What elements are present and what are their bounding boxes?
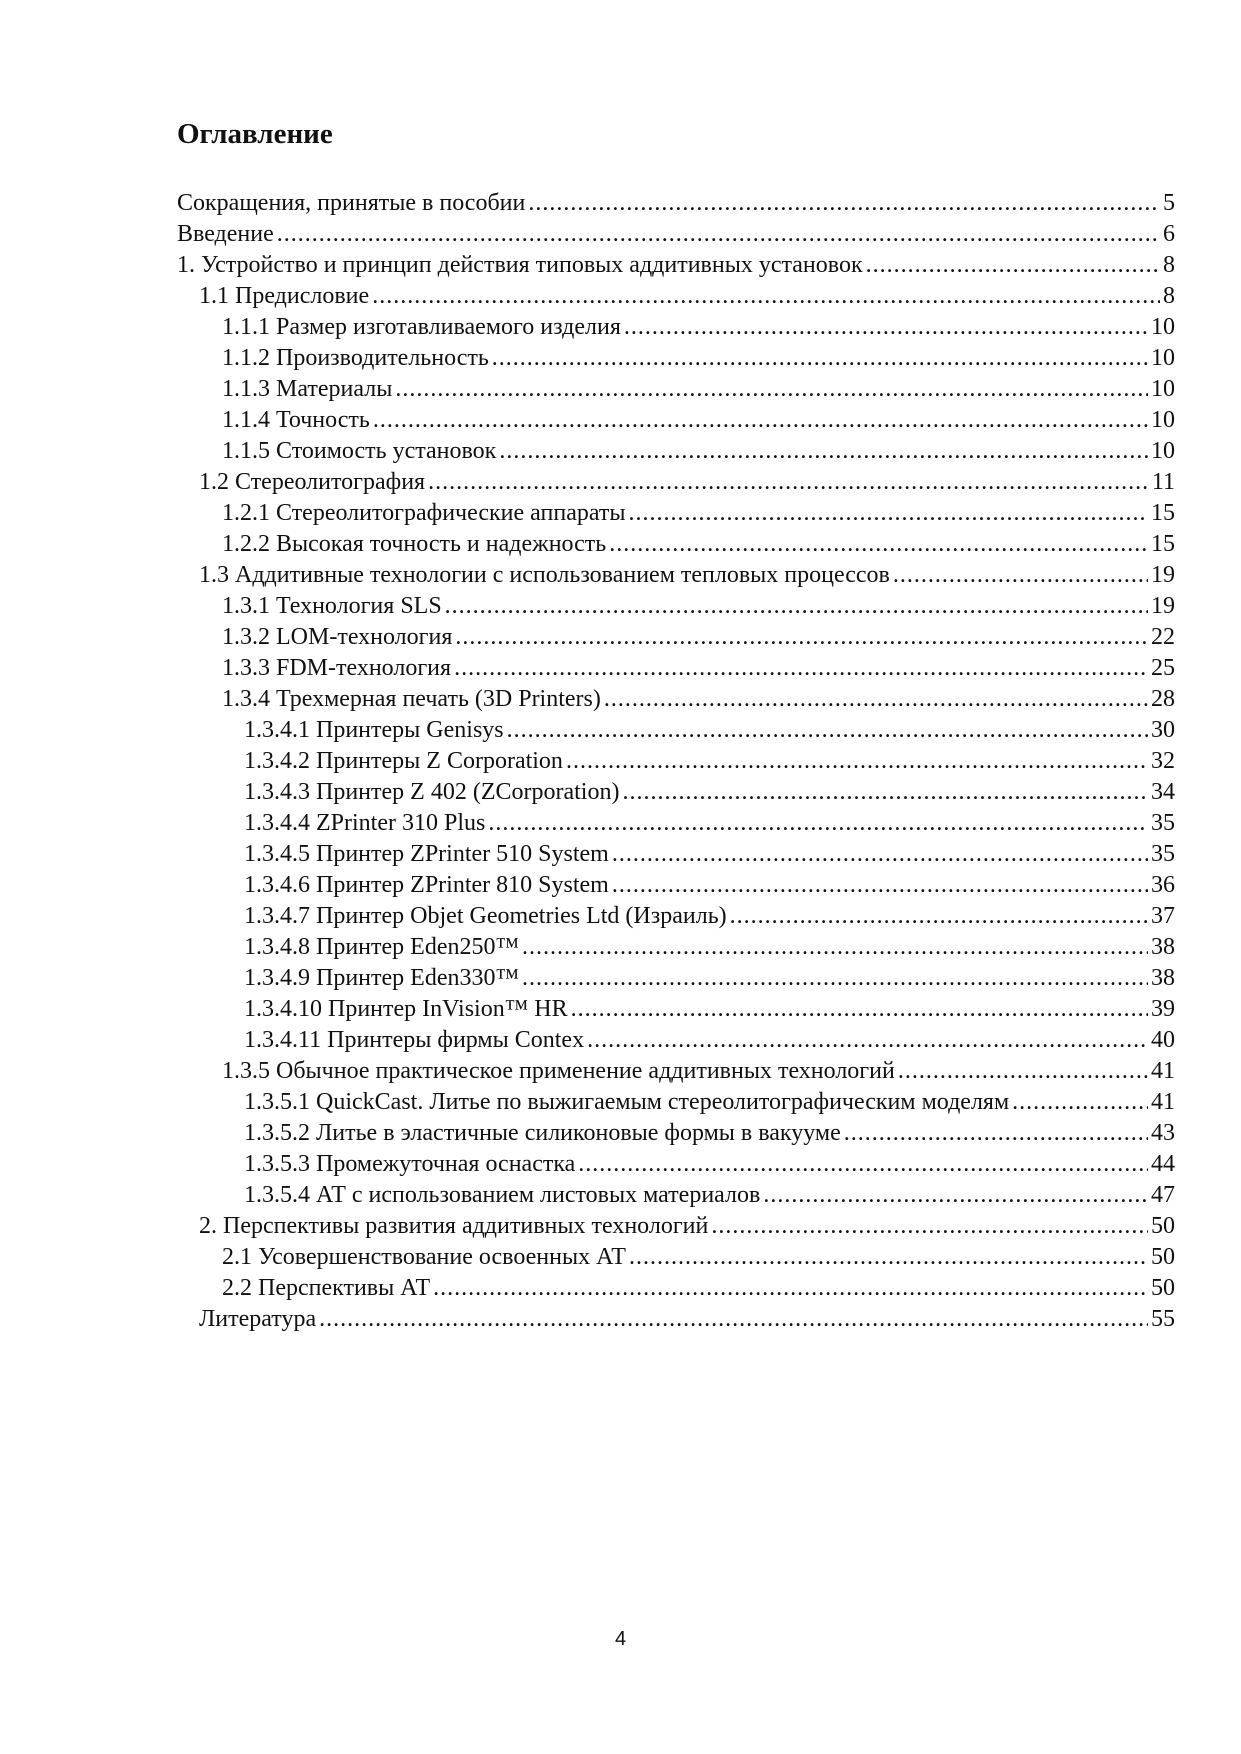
toc-entry[interactable] [222,498,1175,529]
toc-entry[interactable] [244,746,1175,777]
toc-entry-title: 1.1 Предисловие [199,283,370,309]
toc-leader-dots [1012,1087,1148,1118]
toc-entry-page: 6 [1163,221,1175,247]
toc-entry-title: 1.3.5.1 QuickCast. Литье по выжигаемым стереолитографическим моделям [244,1089,1010,1115]
toc-entry-page: 10 [1151,438,1175,464]
toc-leader-dots [566,746,1148,777]
toc-entry-page: 10 [1151,345,1175,371]
toc-entry-title: 1.3.4.5 Принтер ZPrinter 510 System [244,841,609,867]
toc-entry[interactable] [244,1118,1175,1149]
toc-entry-page: 32 [1151,748,1175,774]
toc-leader-dots [571,994,1148,1025]
toc-entry[interactable] [222,1242,1175,1273]
toc-leader-dots [372,281,1160,312]
toc-leader-dots [622,777,1148,808]
toc-leader-dots [844,1118,1148,1149]
toc-entry[interactable] [222,436,1175,467]
toc-entry-title: 1.2 Стереолитография [199,469,426,495]
toc-leader-dots [629,498,1149,529]
toc-leader-dots [277,219,1160,250]
toc-entry-page: 55 [1151,1306,1175,1332]
page-title: Оглавление [177,118,333,150]
toc-entry-title: 1.3.5.2 Литье в эластичные силиконовые формы в вакууме [244,1120,841,1146]
page-number: 4 [614,1628,627,1650]
toc-leader-dots [612,870,1148,901]
toc-entry-page: 50 [1151,1244,1175,1270]
toc-leader-dots [629,1242,1148,1273]
toc-entry[interactable] [222,622,1175,653]
toc-entry-page: 44 [1151,1151,1175,1177]
toc-leader-dots [428,467,1149,498]
toc-entry-page: 10 [1151,376,1175,402]
toc-entry-page: 28 [1151,686,1175,712]
toc-entry[interactable] [244,777,1175,808]
toc-leader-dots [488,808,1148,839]
toc-entry-title: 1.1.3 Материалы [222,376,393,402]
toc-leader-dots [893,560,1148,591]
toc-entry[interactable] [244,994,1175,1025]
toc-leader-dots [763,1180,1148,1211]
toc-entry-title: 1.3.3 FDM-технология [222,655,452,681]
toc-entry-page: 50 [1151,1275,1175,1301]
toc-leader-dots [612,839,1148,870]
toc-entry-title: 1.3.1 Технология SLS [222,593,442,619]
toc-leader-dots [373,405,1148,436]
toc-entry-title: 1. Устройство и принцип действия типовых аддитивных установок [177,252,863,278]
toc-entry-title: 1.3.4.3 Принтер Z 402 (ZCorporation) [244,779,620,805]
toc-entry[interactable] [199,1211,1175,1242]
toc-leader-dots [528,188,1160,219]
toc-entry-title: 1.3.4.7 Принтер Objet Geometries Ltd (Израиль) [244,903,727,929]
toc-leader-dots [455,622,1148,653]
toc-entry[interactable] [244,901,1175,932]
toc-entry-title: 1.1.4 Точность [222,407,370,433]
toc-entry[interactable] [244,808,1175,839]
toc-leader-dots [866,250,1160,281]
toc-leader-dots [454,653,1148,684]
toc-entry-title: 1.3.4.2 Принтеры Z Corporation [244,748,563,774]
toc-entry-title: 1.2.1 Стереолитографические аппараты [222,500,626,526]
toc-entry-page: 41 [1151,1089,1175,1115]
toc-entry-title: 1.3.4.8 Принтер Eden250™ [244,934,519,960]
toc-entry-title: Литература [199,1306,317,1332]
toc-entry[interactable] [222,529,1175,560]
toc-entry-title: 1.2.2 Высокая точность и надежность [222,531,607,557]
toc-entry-title: 1.3.2 LOM-технология [222,624,453,650]
toc-leader-dots [522,932,1148,963]
toc-entry-title: 1.1.2 Производительность [222,345,489,371]
toc-entry-title: Введение [177,221,274,247]
toc-leader-dots [492,343,1148,374]
toc-entry-page: 40 [1151,1027,1175,1053]
toc-entry[interactable] [222,405,1175,436]
toc-entry[interactable] [244,715,1175,746]
toc-entry[interactable] [244,1087,1175,1118]
toc-entry-page: 25 [1151,655,1175,681]
toc-entry[interactable] [222,343,1175,374]
toc-entry-title: 1.3.4.9 Принтер Eden330™ [244,965,519,991]
toc-entry-title: 1.3.5 Обычное практическое применение аддитивных технологий [222,1058,895,1084]
toc-leader-dots [445,591,1148,622]
toc-entry-title: 2. Перспективы развития аддитивных технологий [199,1213,709,1239]
toc-entry[interactable] [222,1056,1175,1087]
toc-leader-dots [898,1056,1148,1087]
toc-entry[interactable] [222,312,1175,343]
toc-entry-page: 19 [1151,593,1175,619]
toc-entry[interactable] [177,219,1175,250]
toc-entry-title: 1.3.4.4 ZPrinter 310 Plus [244,810,486,836]
toc-leader-dots [433,1273,1148,1304]
toc-entry-page: 8 [1163,283,1175,309]
toc-entry-page: 35 [1151,810,1175,836]
toc-entry[interactable] [244,932,1175,963]
toc-entry-title: 1.1.5 Стоимость установок [222,438,497,464]
table-of-contents [0,188,1241,1335]
toc-entry-title: 1.3.5.4 АТ с использованием листовых материалов [244,1182,761,1208]
toc-leader-dots [499,436,1148,467]
toc-entry-page: 5 [1163,190,1175,216]
toc-entry-title: Сокращения, принятые в пособии [177,190,526,216]
toc-entry[interactable] [244,839,1175,870]
toc-entry[interactable] [222,374,1175,405]
toc-entry-page: 30 [1151,717,1175,743]
toc-entry-title: 1.3 Аддитивные технологии с использованием тепловых процессов [199,562,890,588]
toc-leader-dots [507,715,1148,746]
toc-entry-page: 11 [1151,469,1175,495]
toc-entry[interactable] [222,653,1175,684]
toc-entry-title: 1.3.4.6 Принтер ZPrinter 810 System [244,872,609,898]
toc-leader-dots [587,1025,1148,1056]
toc-entry-page: 34 [1151,779,1175,805]
toc-entry-page: 35 [1151,841,1175,867]
toc-entry[interactable] [244,870,1175,901]
toc-entry-page: 38 [1151,934,1175,960]
toc-entry-title: 1.3.4.11 Принтеры фирмы Contex [244,1027,585,1053]
toc-entry-page: 19 [1151,562,1175,588]
toc-entry[interactable] [222,1273,1175,1304]
toc-entry-title: 2.2 Перспективы АТ [222,1275,431,1301]
toc-entry-page: 39 [1151,996,1175,1022]
toc-entry-page: 10 [1151,314,1175,340]
toc-leader-dots [624,312,1148,343]
toc-entry[interactable] [244,1149,1175,1180]
toc-entry-title: 1.3.4.1 Принтеры Genisys [244,717,504,743]
toc-leader-dots [609,529,1148,560]
toc-entry-page: 38 [1151,965,1175,991]
toc-entry-page: 43 [1151,1120,1175,1146]
toc-entry-title: 1.3.5.3 Промежуточная оснастка [244,1151,576,1177]
toc-entry-page: 8 [1163,252,1175,278]
toc-entry-title: 1.3.4 Трехмерная печать (3D Printers) [222,686,601,712]
toc-entry[interactable] [244,1180,1175,1211]
toc-entry-page: 36 [1151,872,1175,898]
toc-entry[interactable] [199,1304,1175,1335]
toc-leader-dots [578,1149,1148,1180]
toc-entry-page: 15 [1151,500,1175,526]
toc-leader-dots [319,1304,1148,1335]
toc-leader-dots [730,901,1148,932]
toc-entry-page: 10 [1151,407,1175,433]
toc-entry[interactable] [199,467,1175,498]
toc-leader-dots [604,684,1148,715]
toc-entry[interactable] [177,250,1175,281]
toc-entry-page: 50 [1151,1213,1175,1239]
toc-entry[interactable] [244,963,1175,994]
toc-entry[interactable] [222,684,1175,715]
toc-leader-dots [522,963,1148,994]
toc-leader-dots [711,1211,1148,1242]
toc-entry[interactable] [199,281,1175,312]
toc-entry-page: 37 [1151,903,1175,929]
toc-entry-title: 1.3.4.10 Принтер InVision™ HR [244,996,568,1022]
toc-entry[interactable] [244,1025,1175,1056]
toc-entry-page: 47 [1151,1182,1175,1208]
toc-entry-page: 41 [1151,1058,1175,1084]
toc-entry-page: 22 [1151,624,1175,650]
toc-entry-page: 15 [1151,531,1175,557]
toc-entry[interactable] [199,560,1175,591]
toc-entry-title: 2.1 Усовершенствование освоенных АТ [222,1244,626,1270]
toc-leader-dots [395,374,1148,405]
toc-entry[interactable] [177,188,1175,219]
toc-entry-title: 1.1.1 Размер изготавливаемого изделия [222,314,621,340]
toc-entry[interactable] [222,591,1175,622]
